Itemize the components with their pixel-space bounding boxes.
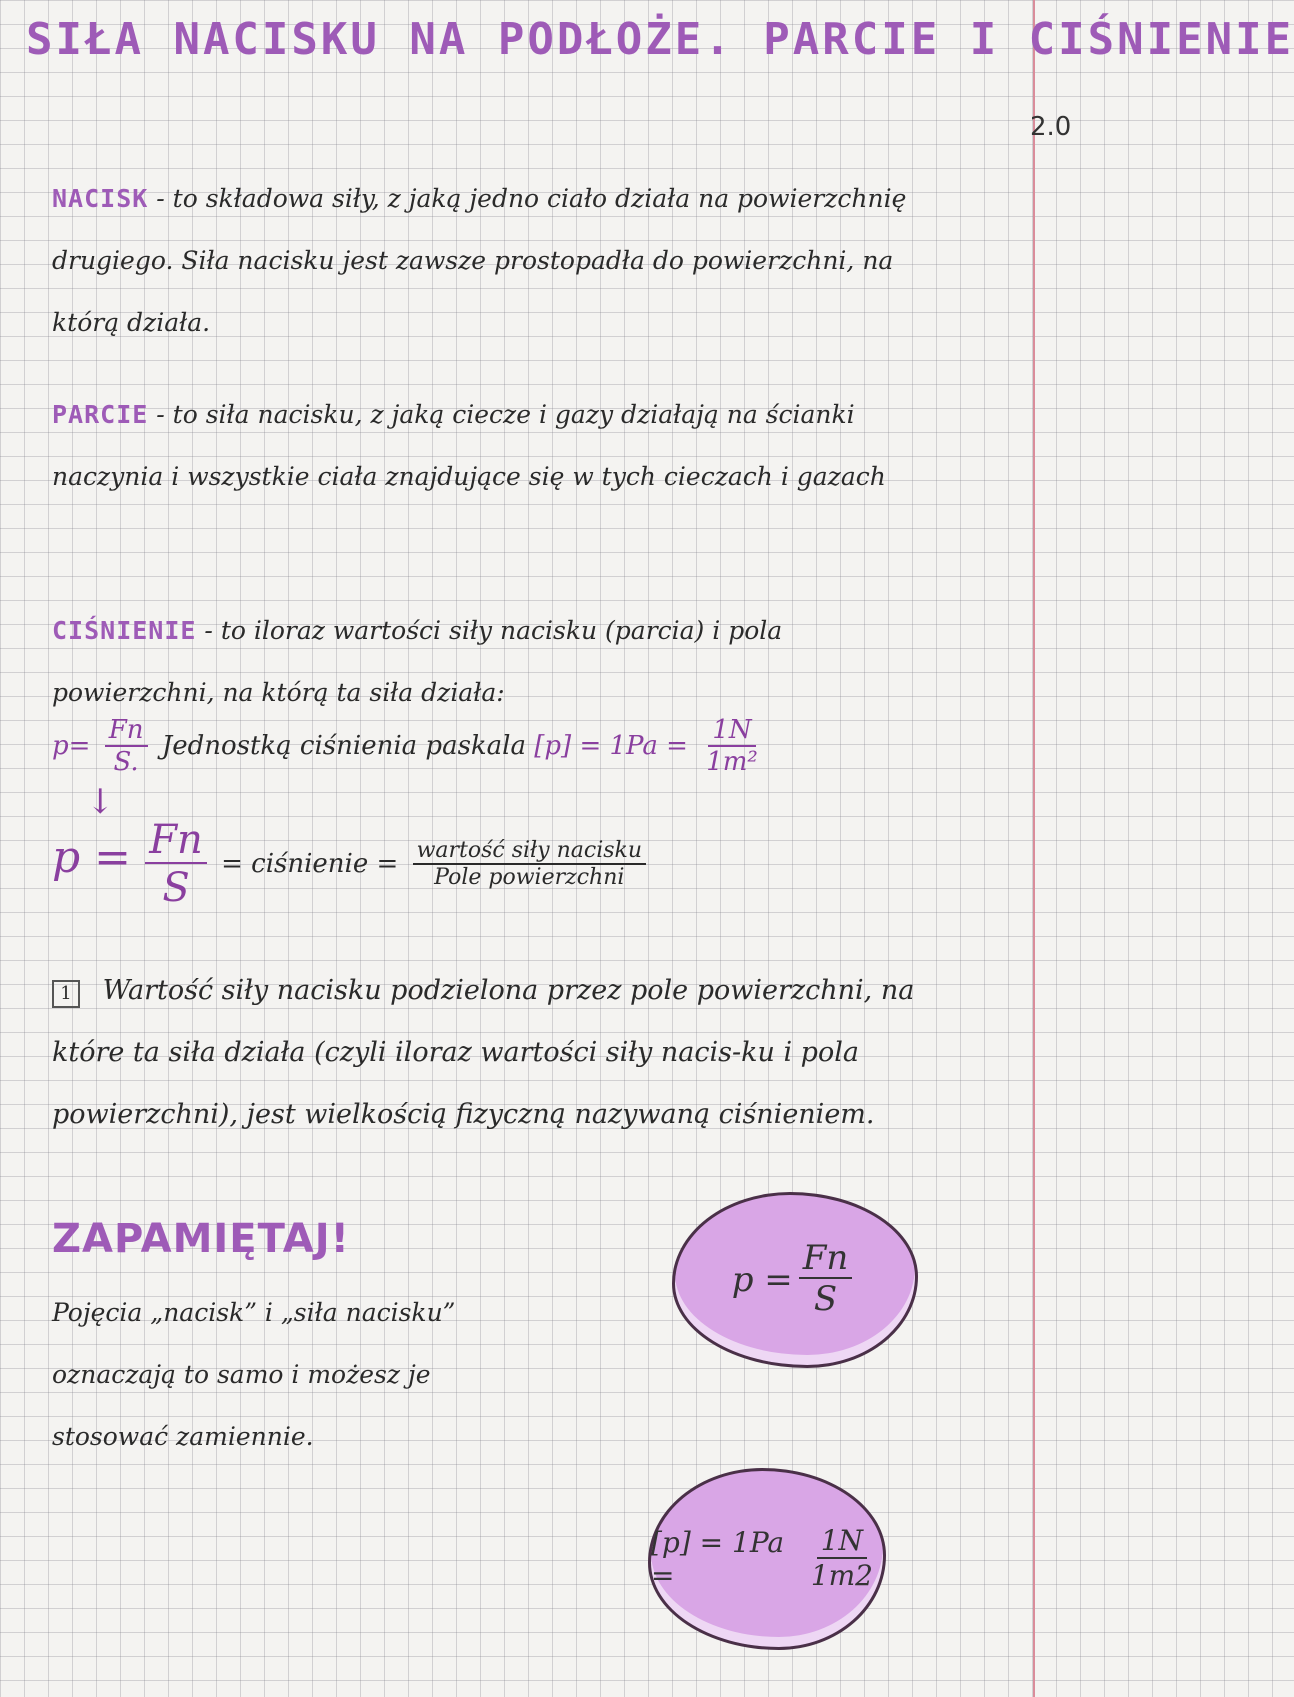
formula-cloud-2 — [648, 1468, 886, 1650]
definition-parcie-text: - to siła nacisku, z jaką ciecze i gazy działają na ścianki naczynia i wszystkie ciała znajdujące się w tych cieczach i gazach — [52, 400, 886, 491]
big-s: S — [162, 865, 190, 911]
definition-cisnienie-text: - to iloraz wartości siły nacisku (parcia) i pola powierzchni, na którą ta siła działa: — [52, 616, 783, 707]
pressure-formula-big — [52, 818, 652, 912]
word-num: wartość siły nacisku — [413, 839, 646, 865]
remember-heading: ZAPAMIĘTAJ! — [52, 1216, 350, 1262]
formula-fraction — [105, 716, 148, 778]
date-label: 2.0 — [1030, 112, 1072, 142]
unit-fraction — [702, 716, 762, 778]
cloud-2-fraction — [807, 1523, 877, 1592]
cloud-1-p: p = — [731, 1260, 793, 1300]
note-number-badge: 1 — [52, 980, 80, 1008]
big-p-label: p = — [52, 832, 132, 883]
word-fraction — [413, 839, 646, 892]
term-parcie: PARCIE — [52, 400, 149, 429]
big-fn: Fn — [145, 818, 207, 864]
eq-word: = ciśnienie = — [221, 849, 399, 879]
word-den: Pole powierzchni — [434, 864, 625, 890]
cloud-2-expr: [p] = 1Pa = — [651, 1526, 785, 1592]
formula-p-label: p= — [52, 730, 91, 761]
formula-cloud-1 — [672, 1192, 918, 1368]
cloud-1-den: S — [813, 1279, 838, 1320]
term-cisnienie: CIŚNIENIE — [52, 616, 197, 645]
formula-fn: Fn — [105, 716, 148, 747]
definition-parcie — [52, 384, 922, 508]
big-fraction — [145, 818, 207, 912]
term-nacisk: NACISK — [52, 184, 149, 213]
pressure-formula-small — [52, 716, 768, 778]
unit-expression: [p] = 1Pa = — [534, 730, 688, 761]
unit-text: Jednostką ciśnienia paskala — [161, 730, 526, 761]
margin-line — [1033, 0, 1035, 1697]
note-text: Wartość siły nacisku podzielona przez pole powierzchni, na które ta siła działa (czyli iloraz wartości siły nacis-ku i pola powierzchni), jest wielkością fizyczną nazywaną ciśnieniem. — [52, 975, 915, 1130]
note-1 — [52, 960, 922, 1146]
cloud-2-den: 1m2 — [810, 1558, 873, 1592]
unit-den: 1m² — [706, 746, 758, 777]
definition-nacisk — [52, 168, 922, 354]
definition-nacisk-text: - to składowa siły, z jaką jedno ciało działa na powierzchnię drugiego. Siła nacisku jest zawsze prostopadła do powierzchni, na którą działa. — [52, 184, 907, 337]
unit-num: 1N — [708, 716, 755, 747]
cloud-1-num: Fn — [799, 1240, 853, 1279]
formula-s: S. — [113, 746, 139, 777]
down-arrow-icon: ↓ — [86, 782, 115, 822]
page-title: SIŁA NACISKU NA PODŁOŻE. PARCIE I CIŚNIENIE — [26, 14, 1294, 65]
cloud-2-num: 1N — [817, 1526, 867, 1559]
definition-cisnienie — [52, 600, 922, 724]
cloud-1-fraction — [799, 1237, 853, 1320]
remember-text: Pojęcia „nacisk” i „siła nacisku” oznaczają to samo i możesz je stosować zamiennie. — [52, 1298, 456, 1451]
